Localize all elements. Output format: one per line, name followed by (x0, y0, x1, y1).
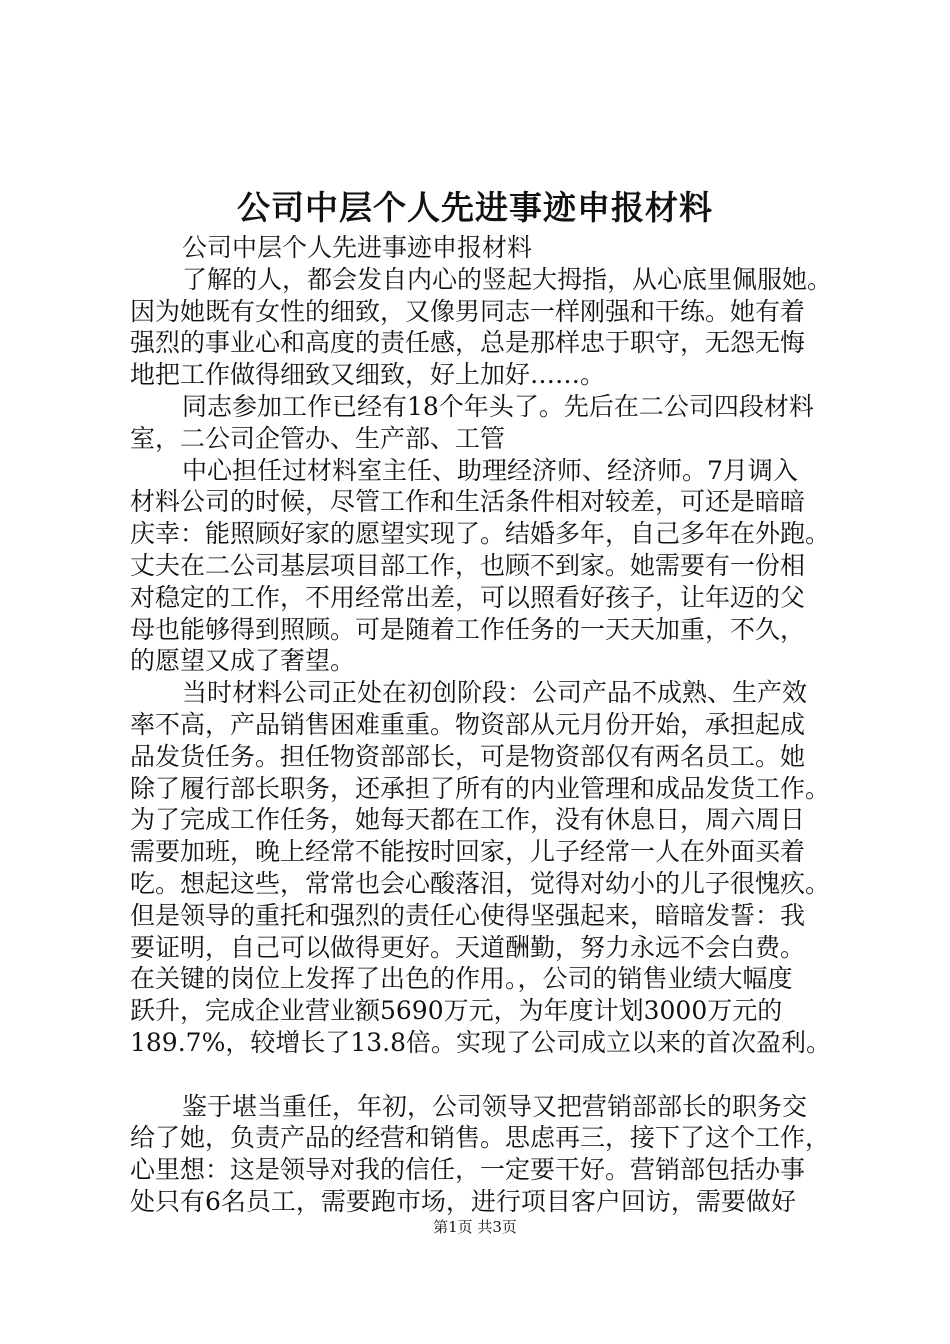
text-line: 了解的人，都会发自内心的竖起大拇指，从心底里佩服她。 (182, 264, 833, 294)
text-line: 同志参加工作已经有18个年头了。先后在二公司四段材料 (182, 391, 814, 421)
text-line: 对稳定的工作，不用经常出差，可以照看好孩子，让年迈的父 (130, 582, 806, 612)
text-line: 当时材料公司正处在初创阶段：公司产品不成熟、生产效 (182, 678, 808, 708)
text-line: 地把工作做得细致又细致，好上加好……。 (130, 360, 606, 390)
text-line: 除了履行部长职务，还承担了所有的内业管理和成品发货工作。 (130, 773, 831, 803)
text-line: 率不高，产品销售困难重重。物资部从元月份开始，承担起成 (130, 709, 806, 739)
text-line: 中心担任过材料室主任、助理经济师、经济师。7月调入 (182, 455, 798, 485)
text-line: 心里想：这是领导对我的信任，一定要干好。营销部包括办事 (130, 1155, 806, 1185)
text-line: 强烈的事业心和高度的责任感，总是那样忠于职守，无怨无悔 (130, 328, 806, 358)
text-line: 吃。想起这些，常常也会心酸落泪，觉得对幼小的儿子很愧疚。 (130, 868, 831, 898)
document-title: 公司中层个人先进事迹申报材料 (237, 188, 713, 227)
text-line: 母也能够得到照顾。可是随着工作任务的一天天加重，不久， (130, 614, 806, 644)
text-line: 室，二公司企管办、生产部、工管 (130, 423, 506, 453)
text-line: 的愿望又成了奢望。 (130, 646, 356, 676)
text-line: 品发货任务。担任物资部部长，可是物资部仅有两名员工。她 (130, 741, 806, 771)
text-line: 丈夫在二公司基层项目部工作，也顾不到家。她需要有一份相 (130, 550, 806, 580)
text-line: 处只有6名员工，需要跑市场，进行项目客户回访，需要做好 (130, 1186, 796, 1216)
text-line: 材料公司的时候，尽管工作和生活条件相对较差，可还是暗暗 (130, 487, 806, 517)
text-line: 但是领导的重托和强烈的责任心使得坚强起来，暗暗发誓：我 (130, 900, 806, 930)
text-line: 给了她，负责产品的经营和销售。思虑再三，接下了这个工作， (130, 1123, 831, 1153)
text-line: 需要加班，晚上经常不能按时回家，儿子经常一人在外面买着 (130, 837, 806, 867)
blank-line (130, 1059, 850, 1091)
text-line: 庆幸：能照顾好家的愿望实现了。结婚多年，自己多年在外跑。 (130, 519, 831, 549)
text-line: 在关键的岗位上发挥了出色的作用。，公司的销售业绩大幅度 (130, 964, 793, 994)
text-line: 要证明，自己可以做得更好。天道酬勤，努力永远不会白费。 (130, 932, 806, 962)
text-line: 因为她既有女性的细致，又像男同志一样刚强和干练。她有着 (130, 296, 806, 326)
text-line: 跃升，完成企业营业额5690万元，为年度计划3000万元的 (130, 996, 783, 1026)
document-body (130, 232, 850, 1218)
text-line: 为了完成工作任务，她每天都在工作，没有休息日，周六周日 (130, 805, 806, 835)
text-line: 鉴于堪当重任，年初，公司领导又把营销部部长的职务交 (182, 1091, 808, 1121)
text-line: 189.7%，较增长了13.8倍。实现了公司成立以来的首次盈利。 (130, 1027, 831, 1057)
page-footer: 第1页 共3页 (433, 1218, 517, 1236)
text-line: 公司中层个人先进事迹申报材料 (182, 233, 533, 262)
